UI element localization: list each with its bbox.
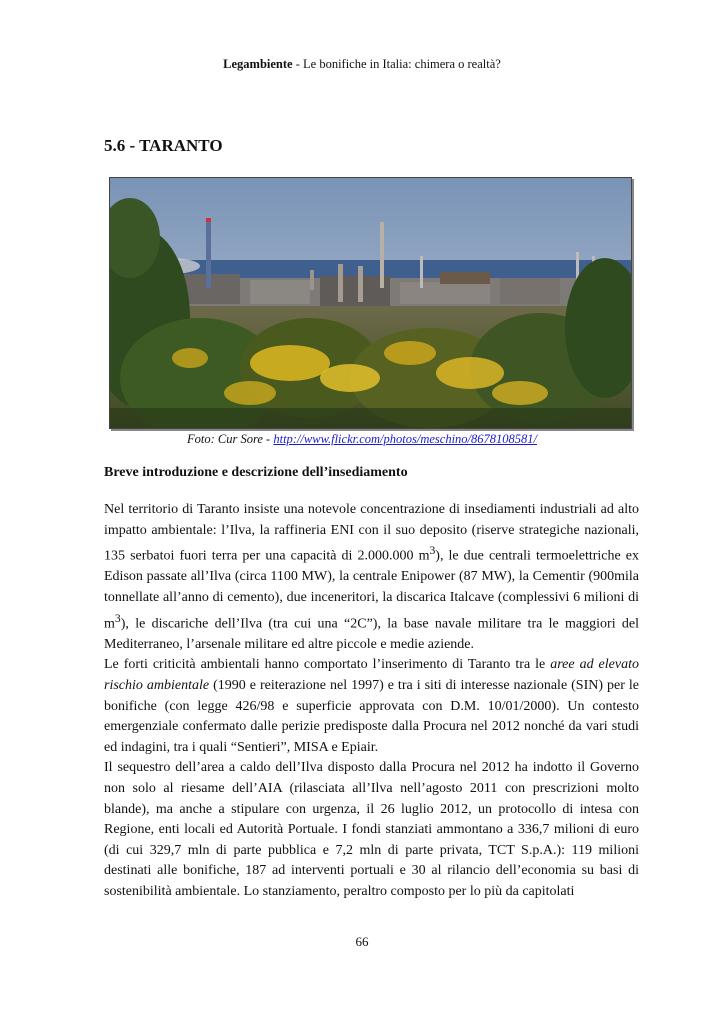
photo-caption [0,432,724,447]
paragraph-3: Il sequestro dell’area a caldo dell’Ilva disposto dalla Procura nel 2012 ha indotto il Governo non solo al riesame dell’AIA (rilasciata all’Ilva nell’agosto 2011 con prescrizioni molto blande), ma anche a stipulare con urgenza, il 26 luglio 2012, un protocollo di intesa con Regione, enti locali ed Autorità Portuale. I fondi stanziati ammontano a 336,7 milioni di euro (di cui 329,7 mln di parte pubblica e 7,2 mln di parte privata, TCT S.p.A.): 119 milioni destinati alle bonifiche, 187 ad interventi portuali e 30 al rilancio dell’economia su basi di sostenibilità ambientale. Lo stanziamento, peraltro composto per lo più da capitolati [104,760,639,899]
running-header [0,57,724,72]
paragraph-1-part-a: Nel territorio di Taranto insiste una notevole concentrazione di insediamenti industriali ad alto impatto ambientale: l’Ilva, la raffineria ENI con il suo deposito (riserve strategiche nazionali, 135 serbatoi fuori terra per una capacità di 2.000.000 m [104,502,639,564]
page-number: 66 [355,934,369,949]
paragraph-2-part-a: Le forti criticità ambientali hanno comportato l’inserimento di Taranto tra le [104,657,551,673]
paragraph-2 [104,655,639,758]
section-subheading: Breve introduzione e descrizione dell’insediamento [104,465,408,480]
caption-prefix: Foto: Cur Sore - [187,432,274,446]
paragraph-1-part-b: ), le due centrali termoelettriche ex Edison passate all’Ilva (circa 1100 MW), la centrale Enipower (87 MW), la Cementir (900mila tonnellate all’anno di cemento), due inceneritori, la discarica Italcave (complessivi 6 milioni di m [104,548,639,632]
taranto-industrial-skyline-photo [109,177,632,429]
superscript-cubic: 3 [429,544,436,558]
header-title: - Le bonifiche in Italia: chimera o realtà? [292,57,501,71]
superscript-cubic: 3 [114,611,121,625]
body-text [104,500,639,903]
paragraph-2-emphasis: aree ad elevato rischio ambientale [104,657,639,694]
caption-link[interactable]: http://www.flickr.com/photos/meschino/8678108581/ [273,432,537,446]
paragraph-1-part-c: ), le discariche dell’Ilva (tra cui una “2C”), la base navale militare tra le maggiori del Mediterraneo, l’arsenale militare ed altre piccole e medie aziende. [104,616,639,652]
paragraph-2-part-b: (1990 e reiterazione nel 1997) e tra i siti di interesse nazionale (SIN) per le bonifiche (con legge 426/98 e superficie approvata con D.M. 10/01/2000). Un contesto emergenziale confermato dalle perizie predisposte dalla Procura nel 2012 nonché da vari studi ed indagini, tra i quali “Sentieri”, MISA e Epiair. [104,678,639,755]
section-title: 5.6 - TARANTO [104,136,223,155]
paragraph-1 [104,500,639,655]
header-org: Legambiente [223,57,293,71]
